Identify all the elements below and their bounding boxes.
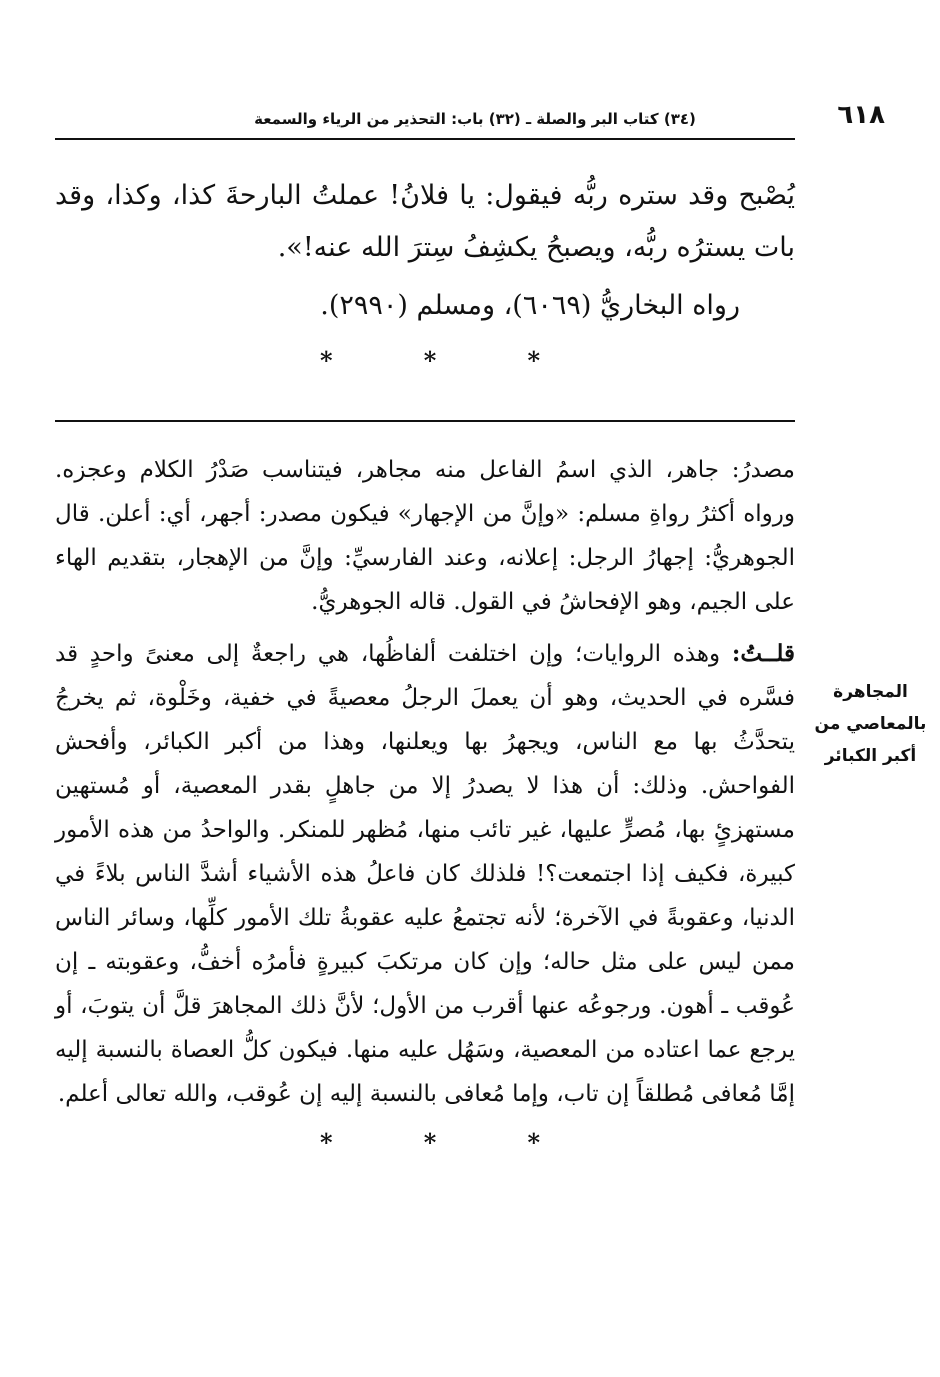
margin-heading xyxy=(813,676,928,772)
separator-star: * xyxy=(527,346,540,375)
hadith-source: رواه البخاريُّ (٦٠٦٩)، ومسلم (٢٩٩٠). xyxy=(320,290,740,321)
commentary-text: وهذه الروايات؛ وإن اختلفت ألفاظُها، هي راجعةٌ إلى معنىً واحدٍ قد فسَّره في الحديث، وهو أن يعملَ الرجلُ معصيةً في خفية، وخَلْوة، ثم يخرجُ يتحدَّثُ بها مع الناس، ويجهرُ بها ويعلنها، وهذا من أكبر الكبائر، وأفحش الفواحش. وذلك: أن هذا لا يصدرُ إلا من جاهلٍ بقدر المعصية، أو مُستهين مستهزئٍ بها، مُصرٍّ عليها، غير تائب منها، مُظهر للمنكر. والواحدُ من هذه الأمور كبيرة، فكيف إذا اجتمعت؟! فلذلك كان فاعلُ هذه الأشياء أشدَّ الناس بلاءً في الدنيا، وعقوبةً في الآخرة؛ لأنه تجتمعُ عليه عقوبةُ تلك الأمور كلِّها، وسائر الناس ممن ليس على مثل حاله؛ وإن كان مرتكبَ كبيرةٍ فأمرُه أخفُّ، وعقوبته ـ إن عُوقب ـ أهون. ورجوعُه عنها أقرب من الأول؛ لأنَّ ذلك المجاهرَ قلَّ أن يتوبَ، أو يرجع عما اعتاده من المعصية، وسَهُل عليه منها. فيكون كلُّ العصاة بالنسبة إليه إمَّا مُعافى مُطلقاً إن تاب، وإما مُعافى بالنسبة إليه إن عُوقب، والله تعالى أعلم. xyxy=(55,641,795,1107)
separator-star: * xyxy=(320,346,333,375)
margin-heading-line: أكبر الكبائر xyxy=(824,746,917,766)
footnote-paragraph: مصدرُ: جاهر، الذي اسمُ الفاعل منه مجاهر، فيتناسب صَدْرُ الكلام وعجزه. ورواه أكثرُ رواةِ مسلم: «وإنَّ من الإجهار» فيكون مصدر: أجهر، أي: أعلن. قال الجوهريُّ: إجهارُ الرجل: إعلانه، وعند الفارسيِّ: وإنَّ من الإهجار، بتقديم الهاء على الجيم، وهو الإفحاشُ في القول. قاله الجوهريُّ. xyxy=(55,457,795,615)
header-divider xyxy=(55,138,795,140)
margin-heading-line: بالمعاصي من xyxy=(814,714,927,734)
separator-star: * xyxy=(423,346,437,375)
margin-heading-line: المجاهرة xyxy=(833,682,908,702)
separator-star: * xyxy=(320,1128,333,1157)
page-number: ٦١٨ xyxy=(837,100,885,130)
section-separator xyxy=(320,346,540,375)
section-separator xyxy=(320,1128,540,1157)
footnote-divider xyxy=(55,420,795,422)
separator-star: * xyxy=(527,1128,540,1157)
commentary-paragraph xyxy=(55,632,795,1116)
separator-star: * xyxy=(423,1128,437,1157)
qultu-label: قلــتُ: xyxy=(731,640,796,667)
running-title: (٣٤) كتاب البر والصلة ـ (٣٢) باب: التحذير من الرياء والسمعة xyxy=(254,110,696,128)
hadith-text: يُصْبح وقد ستره ربُّه فيقول: يا فلانُ! عملتُ البارحةَ كذا، وكذا، وقد بات يسترُه ربُّه، ويصبحُ يكشِفُ سِترَ الله عنه!». xyxy=(55,180,795,263)
